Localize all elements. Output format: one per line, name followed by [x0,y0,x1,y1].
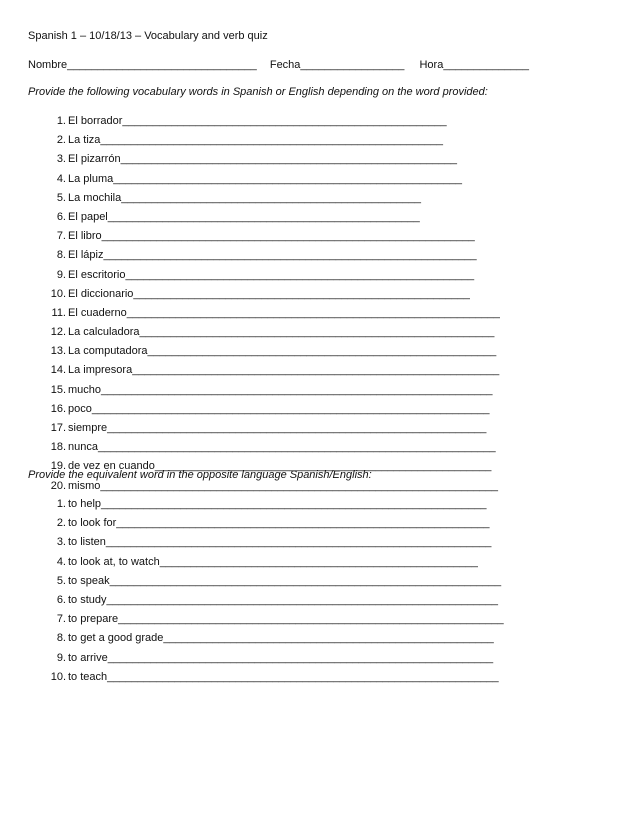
item-number: 7. [56,613,66,626]
item-text: La mochila_________________________________________________ [68,191,421,204]
item-text: to get a good grade______________________________________________________ [68,632,494,645]
item-number: 20. [50,479,66,492]
item-number: 3. [56,153,66,166]
item-text: El papel___________________________________________________ [68,210,420,223]
item-number: 8. [56,249,66,262]
item-number: 3. [56,536,66,549]
list-item [46,495,504,514]
item-text: to look for_____________________________________________________________ [68,517,490,530]
item-text: mismo_________________________________________________________________ [68,479,499,492]
item-number: 14. [50,364,66,377]
quiz-title: Spanish 1 – 10/18/13 – Vocabulary and verb quiz [28,30,268,42]
list-item [46,246,500,265]
item-number: 16. [50,402,66,415]
item-text: to help_______________________________________________________________ [68,498,487,510]
list-item [46,649,504,668]
item-text: La tiza________________________________________________________ [68,134,443,147]
item-number: 18. [50,441,66,454]
item-number: 6. [56,593,66,606]
item-number: 12. [50,326,66,339]
item-number: 5. [56,574,66,587]
list-item [46,227,500,246]
item-number: 13. [50,345,66,358]
list-item [46,150,500,169]
vocabulary-list [46,112,500,496]
item-text: to study________________________________________________________________ [68,593,499,606]
item-text: La pluma_________________________________________________________ [68,172,462,185]
list-item [46,381,500,400]
list-item [46,342,500,361]
list-item [46,112,500,131]
item-text: de vez en cuando_______________________________________________________ [68,460,492,473]
item-number: 15. [50,383,66,396]
list-item [46,304,500,323]
list-item [46,591,504,610]
student-info-row [28,59,529,71]
item-number: 1. [56,115,66,127]
item-text: El libro_____________________________________________________________ [68,230,475,243]
list-item [46,514,504,533]
list-item [46,285,500,304]
item-text: La calculadora__________________________________________________________ [68,326,495,339]
item-text: El lápiz_____________________________________________________________ [68,249,477,262]
item-text: El escritorio_________________________________________________________ [68,268,475,281]
item-number: 10. [50,670,66,683]
list-item [46,189,500,208]
list-item [46,400,500,419]
list-item [46,533,504,552]
item-text: nunca_________________________________________________________________ [68,441,496,454]
item-text: El pizarrón_______________________________________________________ [68,153,458,166]
item-number: 1. [56,498,66,510]
list-item [46,266,500,285]
item-number: 2. [56,517,66,530]
item-number: 4. [56,172,66,185]
section2-instructions: Provide the equivalent word in the opposite language Spanish/English: [28,469,372,481]
item-number: 4. [56,555,66,568]
item-number: 5. [56,191,66,204]
list-item [46,668,504,687]
list-item [46,572,504,591]
verb-list [46,495,504,687]
list-item [46,553,504,572]
item-number: 11. [51,306,66,319]
item-number: 6. [56,210,66,223]
item-text: to arrive_______________________________________________________________ [68,651,494,664]
hora-field: Hora______________ [419,59,529,71]
list-item [46,629,504,648]
item-text: to look at, to watch____________________________________________________ [68,555,478,568]
item-text: El cuaderno_____________________________________________________________ [68,306,500,319]
item-number: 17. [50,422,66,434]
list-item [46,170,500,189]
list-item [46,419,500,438]
list-item [46,438,500,457]
item-number: 8. [56,632,66,645]
item-text: El diccionario_______________________________________________________ [68,287,470,300]
list-item [46,323,500,342]
item-text: to teach________________________________________________________________ [68,670,499,683]
item-text: poco_________________________________________________________________ [68,402,490,415]
item-number: 2. [56,134,66,147]
item-text: mucho________________________________________________________________ [68,383,493,396]
item-text: to prepare_______________________________________________________________ [68,613,504,626]
list-item [46,610,504,629]
item-text: La computadora_________________________________________________________ [68,345,497,358]
list-item [46,361,500,380]
item-number: 9. [56,651,66,664]
nombre-field: Nombre_______________________________ [28,59,257,71]
item-text: to speak________________________________________________________________ [68,574,502,587]
item-number: 7. [56,230,66,243]
section1-instructions: Provide the following vocabulary words in Spanish or English depending on the word provided: [28,86,488,98]
list-item [46,208,500,227]
item-number: 9. [56,268,66,281]
item-text: La impresora____________________________________________________________ [68,364,500,377]
item-text: siempre______________________________________________________________ [68,422,487,434]
fecha-field: Fecha_________________ [269,59,405,71]
list-item [46,131,500,150]
item-text: to listen_______________________________________________________________ [68,536,492,549]
item-number: 19. [50,460,66,473]
item-number: 10. [50,287,66,300]
item-text: El borrador_____________________________________________________ [68,115,447,127]
